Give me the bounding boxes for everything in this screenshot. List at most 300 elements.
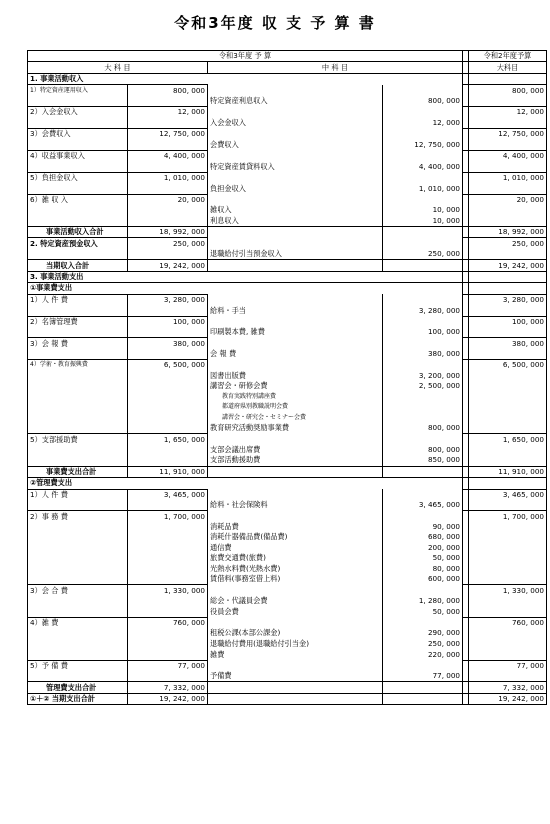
budget-section-row (28, 271, 547, 282)
middle-amount-cell: 12, 000 (383, 118, 463, 129)
previous-year-amount-cell (469, 349, 547, 360)
budget-item-row (28, 85, 547, 96)
previous-year-amount-cell (469, 381, 547, 391)
previous-year-amount-cell: 800, 000 (469, 85, 547, 96)
previous-year-amount-cell (469, 140, 547, 151)
major-amount-cell (128, 500, 208, 511)
budget-detail-row (28, 522, 547, 532)
previous-year-amount-cell (469, 371, 547, 381)
middle-item-cell: 消耗品費 (208, 522, 383, 532)
middle-item-cell: 給料・社会保険料 (208, 500, 383, 511)
middle-item-cell: 講習会・研修会費 (208, 381, 383, 391)
major-item-cell (28, 140, 128, 151)
section-label: ①事業費支出 (28, 283, 463, 294)
previous-year-amount-cell (469, 596, 547, 606)
major-item-cell: 5）支部援助費 (28, 434, 128, 445)
previous-year-amount-cell: 380, 000 (469, 338, 547, 349)
major-amount-cell (128, 327, 208, 338)
middle-item-cell: 雑費 (208, 649, 383, 660)
middle-amount-cell (383, 150, 463, 161)
major-item-cell: 事業活動収入合計 (28, 227, 128, 238)
middle-item-cell: 講習会・研究会・セミナー会費 (208, 412, 383, 422)
budget-detail-row (28, 205, 547, 215)
major-amount-cell: 19, 242, 000 (128, 693, 208, 704)
middle-amount-cell: 90, 000 (383, 522, 463, 532)
previous-year-amount-cell (469, 553, 547, 563)
major-item-cell (28, 96, 128, 107)
major-item-cell (28, 522, 128, 532)
major-amount-cell (128, 118, 208, 129)
previous-year-amount-cell (469, 445, 547, 455)
budget-item-row (28, 238, 547, 249)
middle-amount-cell (383, 107, 463, 118)
middle-item-cell (208, 260, 383, 271)
major-item-cell: 2）事 務 費 (28, 511, 128, 522)
previous-year-amount-cell: 4, 400, 000 (469, 150, 547, 161)
section-label: 1. 事業活動収入 (28, 73, 463, 84)
middle-item-cell: 旅費交通費(旅費) (208, 553, 383, 563)
major-item-cell: 2）名簿管理費 (28, 316, 128, 327)
budget-detail-row (28, 371, 547, 381)
major-item-cell: 1）人 件 費 (28, 489, 128, 500)
major-item-cell (28, 628, 128, 638)
major-amount-cell (128, 96, 208, 107)
previous-year-amount-cell (469, 118, 547, 129)
budget-detail-row (28, 392, 547, 402)
major-item-cell (28, 445, 128, 455)
previous-year-amount-cell (469, 532, 547, 542)
middle-item-cell: 教育実践特別講座費 (208, 392, 383, 402)
major-amount-cell (128, 628, 208, 638)
budget-total-row (28, 227, 547, 238)
major-item-cell (28, 161, 128, 172)
major-amount-cell (128, 205, 208, 215)
budget-detail-row (28, 628, 547, 638)
major-amount-cell (128, 423, 208, 434)
current-year-header: 令和3年度 予 算 (28, 51, 463, 62)
major-amount-cell (128, 216, 208, 227)
major-item-cell: 4）雑 費 (28, 617, 128, 628)
middle-item-cell (208, 107, 383, 118)
budget-detail-row (28, 543, 547, 553)
middle-item-cell (208, 194, 383, 205)
budget-detail-row (28, 140, 547, 151)
middle-amount-cell: 800, 000 (383, 96, 463, 107)
major-amount-cell: 77, 000 (128, 660, 208, 671)
previous-year-amount-cell: 3, 280, 000 (469, 294, 547, 305)
previous-year-amount-cell (469, 327, 547, 338)
middle-item-cell: 教育研究活動奨励事業費 (208, 423, 383, 434)
previous-year-amount-cell (469, 283, 547, 294)
previous-year-amount-cell (469, 574, 547, 585)
major-item-cell: 6）雑 収 入 (28, 194, 128, 205)
major-amount-cell: 18, 992, 000 (128, 227, 208, 238)
budget-detail-row (28, 349, 547, 360)
major-amount-cell (128, 564, 208, 574)
middle-item-cell (208, 466, 383, 477)
major-item-cell (28, 412, 128, 422)
previous-year-amount-cell (469, 216, 547, 227)
middle-amount-cell (383, 392, 463, 402)
budget-item-row (28, 107, 547, 118)
middle-amount-cell (383, 660, 463, 671)
major-item-cell (28, 381, 128, 391)
budget-detail-row (28, 381, 547, 391)
previous-year-amount-cell: 6, 500, 000 (469, 360, 547, 371)
previous-year-amount-cell: 20, 000 (469, 194, 547, 205)
major-amount-cell: 3, 465, 000 (128, 489, 208, 500)
major-amount-cell: 100, 000 (128, 316, 208, 327)
budget-detail-row (28, 423, 547, 434)
budget-item-row (28, 338, 547, 349)
budget-detail-row (28, 671, 547, 682)
middle-amount-cell (383, 402, 463, 412)
header-row-columns (28, 62, 547, 73)
section-label: ②管理費支出 (28, 478, 463, 489)
major-item-cell (28, 574, 128, 585)
previous-year-amount-cell: 12, 750, 000 (469, 129, 547, 140)
previous-year-amount-cell (469, 478, 547, 489)
budget-detail-row (28, 639, 547, 649)
middle-amount-cell: 250, 000 (383, 639, 463, 649)
middle-item-cell: 特定資産利息収入 (208, 96, 383, 107)
major-amount-cell (128, 606, 208, 617)
middle-amount-cell (383, 617, 463, 628)
major-item-cell (28, 402, 128, 412)
budget-section-row (28, 283, 547, 294)
previous-year-amount-cell (469, 606, 547, 617)
major-amount-cell (128, 392, 208, 402)
middle-amount-cell: 10, 000 (383, 205, 463, 215)
previous-year-header: 令和2年度予算 (469, 51, 547, 62)
previous-year-amount-cell: 12, 000 (469, 107, 547, 118)
middle-item-cell: 賃借料(事務室借上料) (208, 574, 383, 585)
previous-year-amount-cell (469, 96, 547, 107)
middle-item-cell: 雑収入 (208, 205, 383, 215)
budget-detail-row (28, 327, 547, 338)
previous-year-amount-cell (469, 73, 547, 84)
budget-total-row (28, 466, 547, 477)
major-amount-cell: 1, 330, 000 (128, 585, 208, 596)
major-amount-cell: 1, 010, 000 (128, 172, 208, 183)
major-item-cell (28, 532, 128, 542)
middle-item-cell: 役員会費 (208, 606, 383, 617)
budget-total-row (28, 693, 547, 704)
major-amount-cell (128, 596, 208, 606)
budget-detail-row (28, 183, 547, 194)
major-amount-cell: 760, 000 (128, 617, 208, 628)
middle-item-cell: 租税公課(本部公課金) (208, 628, 383, 638)
middle-item-header: 中 科 目 (208, 62, 463, 73)
middle-amount-cell (383, 693, 463, 704)
major-item-cell (28, 183, 128, 194)
major-item-cell (28, 349, 128, 360)
middle-amount-cell (383, 489, 463, 500)
budget-detail-row (28, 216, 547, 227)
previous-year-amount-cell (469, 649, 547, 660)
budget-table (27, 50, 547, 705)
budget-item-row (28, 194, 547, 205)
budget-detail-row (28, 305, 547, 316)
major-amount-cell (128, 522, 208, 532)
middle-amount-cell: 80, 000 (383, 564, 463, 574)
budget-detail-row (28, 249, 547, 260)
middle-item-cell (208, 682, 383, 693)
header-row-year (28, 51, 547, 62)
previous-year-amount-cell (469, 402, 547, 412)
previous-year-amount-cell: 1, 330, 000 (469, 585, 547, 596)
middle-item-cell (208, 693, 383, 704)
middle-item-cell: 退職給付費用(退職給付引当金) (208, 639, 383, 649)
middle-item-cell: 支部会議出席費 (208, 445, 383, 455)
middle-item-cell: 図書出版費 (208, 371, 383, 381)
major-amount-cell (128, 371, 208, 381)
major-amount-cell: 4, 400, 000 (128, 150, 208, 161)
previous-year-amount-cell (469, 249, 547, 260)
budget-detail-row (28, 118, 547, 129)
previous-year-amount-cell (469, 412, 547, 422)
major-item-cell: 3）会 報 費 (28, 338, 128, 349)
section-label: 3. 事業活動支出 (28, 271, 463, 282)
budget-total-row (28, 260, 547, 271)
major-amount-cell: 3, 280, 000 (128, 294, 208, 305)
middle-item-cell: 特定資産賃貸料収入 (208, 161, 383, 172)
major-item-cell (28, 305, 128, 316)
middle-item-cell (208, 360, 383, 371)
major-item-cell: 5）予 備 費 (28, 660, 128, 671)
major-item-cell: ①＋② 当期支出合計 (28, 693, 128, 704)
major-amount-cell: 800, 000 (128, 85, 208, 96)
major-item-cell: 1）特定資産運用収入 (28, 85, 128, 96)
previous-year-amount-cell: 18, 992, 000 (469, 227, 547, 238)
major-item-cell (28, 671, 128, 682)
middle-amount-cell: 290, 000 (383, 628, 463, 638)
middle-item-cell: 支部活動援助費 (208, 455, 383, 466)
middle-amount-cell (383, 511, 463, 522)
budget-detail-row (28, 606, 547, 617)
major-item-cell (28, 639, 128, 649)
middle-item-cell (208, 585, 383, 596)
previous-year-amount-cell (469, 639, 547, 649)
middle-item-cell (208, 172, 383, 183)
middle-amount-cell: 77, 000 (383, 671, 463, 682)
major-amount-cell (128, 412, 208, 422)
middle-amount-cell: 50, 000 (383, 606, 463, 617)
budget-item-row (28, 294, 547, 305)
middle-item-cell: 利息収入 (208, 216, 383, 227)
previous-year-amount-cell: 760, 000 (469, 617, 547, 628)
major-item-cell: 1）人 件 費 (28, 294, 128, 305)
previous-year-amount-cell: 19, 242, 000 (469, 693, 547, 704)
middle-amount-cell: 4, 400, 000 (383, 161, 463, 172)
middle-item-cell: 給料・手当 (208, 305, 383, 316)
middle-item-cell: 入会金収入 (208, 118, 383, 129)
middle-amount-cell: 600, 000 (383, 574, 463, 585)
previous-year-amount-cell: 1, 700, 000 (469, 511, 547, 522)
major-amount-cell (128, 381, 208, 391)
middle-amount-cell: 200, 000 (383, 543, 463, 553)
middle-item-cell (208, 227, 383, 238)
major-item-cell (28, 649, 128, 660)
middle-amount-cell: 800, 000 (383, 423, 463, 434)
budget-detail-row (28, 402, 547, 412)
major-amount-cell (128, 649, 208, 660)
budget-item-row (28, 617, 547, 628)
prev-major-item-header: 大科目 (469, 62, 547, 73)
document-title: 令和3年度 収 支 予 算 書 (174, 14, 376, 32)
major-amount-cell (128, 249, 208, 260)
middle-amount-cell: 220, 000 (383, 649, 463, 660)
middle-amount-cell (383, 260, 463, 271)
previous-year-amount-cell (469, 183, 547, 194)
previous-year-amount-cell: 250, 000 (469, 238, 547, 249)
middle-amount-cell: 3, 200, 000 (383, 371, 463, 381)
middle-item-cell: 総会・代議員会費 (208, 596, 383, 606)
major-item-cell (28, 543, 128, 553)
major-amount-cell (128, 305, 208, 316)
previous-year-amount-cell: 19, 242, 000 (469, 260, 547, 271)
major-amount-cell: 380, 000 (128, 338, 208, 349)
major-item-cell: 3）会費収入 (28, 129, 128, 140)
major-amount-cell: 20, 000 (128, 194, 208, 205)
middle-amount-cell (383, 338, 463, 349)
major-item-cell: 当期収入合計 (28, 260, 128, 271)
middle-amount-cell (383, 238, 463, 249)
middle-amount-cell (383, 129, 463, 140)
budget-item-row (28, 172, 547, 183)
major-amount-cell (128, 402, 208, 412)
major-amount-cell (128, 349, 208, 360)
middle-amount-cell (383, 585, 463, 596)
previous-year-amount-cell: 77, 000 (469, 660, 547, 671)
middle-amount-cell (383, 682, 463, 693)
major-amount-cell: 6, 500, 000 (128, 360, 208, 371)
middle-amount-cell: 1, 010, 000 (383, 183, 463, 194)
major-amount-cell (128, 639, 208, 649)
budget-item-row (28, 316, 547, 327)
middle-amount-cell (383, 194, 463, 205)
major-item-cell (28, 606, 128, 617)
major-amount-cell: 250, 000 (128, 238, 208, 249)
budget-item-row (28, 489, 547, 500)
middle-item-cell: 予備費 (208, 671, 383, 682)
major-item-cell (28, 371, 128, 381)
major-item-cell (28, 327, 128, 338)
major-amount-cell (128, 445, 208, 455)
major-amount-cell (128, 183, 208, 194)
major-amount-cell (128, 671, 208, 682)
major-item-cell (28, 205, 128, 215)
major-item-cell (28, 564, 128, 574)
major-amount-cell: 12, 750, 000 (128, 129, 208, 140)
major-item-header: 大 科 目 (28, 62, 208, 73)
middle-item-cell: 会 報 費 (208, 349, 383, 360)
previous-year-amount-cell: 1, 010, 000 (469, 172, 547, 183)
middle-amount-cell: 250, 000 (383, 249, 463, 260)
middle-item-cell (208, 434, 383, 445)
previous-year-amount-cell (469, 455, 547, 466)
middle-amount-cell: 680, 000 (383, 532, 463, 542)
middle-amount-cell: 380, 000 (383, 349, 463, 360)
major-item-cell (28, 118, 128, 129)
budget-item-row (28, 511, 547, 522)
previous-year-amount-cell: 1, 650, 000 (469, 434, 547, 445)
budget-detail-row (28, 574, 547, 585)
major-item-cell (28, 216, 128, 227)
previous-year-amount-cell (469, 671, 547, 682)
budget-item-row (28, 434, 547, 445)
middle-amount-cell: 50, 000 (383, 553, 463, 563)
budget-detail-row (28, 596, 547, 606)
previous-year-amount-cell (469, 543, 547, 553)
major-item-cell (28, 553, 128, 563)
major-item-cell (28, 596, 128, 606)
major-amount-cell (128, 161, 208, 172)
major-item-cell: 管理費支出合計 (28, 682, 128, 693)
middle-amount-cell (383, 360, 463, 371)
major-amount-cell: 19, 242, 000 (128, 260, 208, 271)
middle-item-cell: 印刷製本費, 雑費 (208, 327, 383, 338)
previous-year-amount-cell (469, 423, 547, 434)
major-item-cell: 4）学術・教育振興費 (28, 360, 128, 371)
middle-item-cell (208, 617, 383, 628)
middle-item-cell: 会費収入 (208, 140, 383, 151)
previous-year-amount-cell (469, 271, 547, 282)
middle-amount-cell (383, 434, 463, 445)
budget-detail-row (28, 412, 547, 422)
middle-amount-cell: 12, 750, 000 (383, 140, 463, 151)
major-amount-cell (128, 140, 208, 151)
major-item-cell: 3）会 合 費 (28, 585, 128, 596)
major-item-cell (28, 392, 128, 402)
budget-detail-row (28, 445, 547, 455)
previous-year-amount-cell: 100, 000 (469, 316, 547, 327)
previous-year-amount-cell (469, 500, 547, 511)
middle-item-cell (208, 238, 383, 249)
major-amount-cell (128, 543, 208, 553)
major-item-cell: 4）収益事業収入 (28, 150, 128, 161)
budget-item-row (28, 150, 547, 161)
major-item-cell (28, 500, 128, 511)
major-item-cell: 5）負担金収入 (28, 172, 128, 183)
budget-detail-row (28, 532, 547, 542)
middle-item-cell: 退職給付引当預金収入 (208, 249, 383, 260)
middle-item-cell (208, 129, 383, 140)
previous-year-amount-cell (469, 161, 547, 172)
middle-item-cell (208, 511, 383, 522)
budget-detail-row (28, 564, 547, 574)
previous-year-amount-cell: 3, 465, 000 (469, 489, 547, 500)
middle-item-cell: 消耗什器備品費(備品費) (208, 532, 383, 542)
major-item-cell (28, 423, 128, 434)
middle-item-cell (208, 660, 383, 671)
budget-detail-row (28, 553, 547, 563)
budget-section-row (28, 73, 547, 84)
middle-amount-cell: 1, 280, 000 (383, 596, 463, 606)
major-item-cell (28, 249, 128, 260)
middle-item-cell: 負担金収入 (208, 183, 383, 194)
middle-item-cell (208, 294, 383, 305)
major-amount-cell (128, 532, 208, 542)
middle-item-cell: 光熱水料費(光熱水費) (208, 564, 383, 574)
previous-year-amount-cell (469, 305, 547, 316)
budget-item-row (28, 129, 547, 140)
major-item-cell: 事業費支出合計 (28, 466, 128, 477)
major-amount-cell (128, 455, 208, 466)
previous-year-amount-cell (469, 564, 547, 574)
major-amount-cell: 1, 700, 000 (128, 511, 208, 522)
budget-detail-row (28, 455, 547, 466)
